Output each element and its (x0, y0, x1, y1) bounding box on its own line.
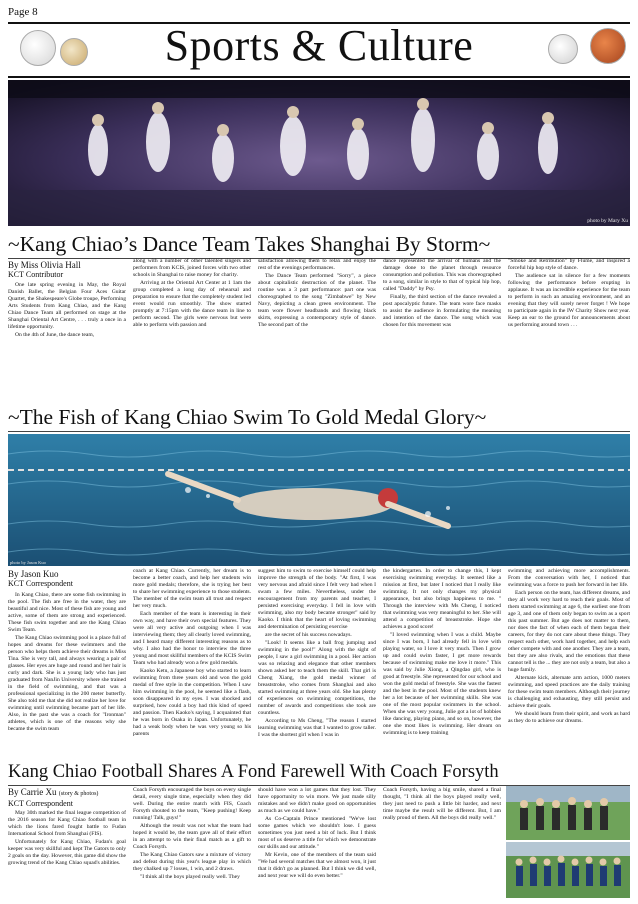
swim-paragraph: We should learn from their spirit, and work as hard as they do to achieve our dreams. (508, 711, 630, 724)
dance-photo-credit: photo by Mary Xu (587, 218, 628, 224)
football-paragraph: The Kang Chiao Gators saw a mixture of victory and defeat during this year's league play in which they chalked up 7 losses, 1 win, and 2 draws. (133, 852, 251, 872)
dance-team-photo (8, 80, 630, 226)
swim-column-1 (8, 592, 126, 756)
swim-headline: ~The Fish of Kang Chiao Swim To Gold Medal Glory~ (8, 405, 487, 429)
swim-column-5 (508, 568, 630, 756)
dance-paragraph: "Smoke and Retribution" by Flume, and inspired a forceful hip hop style of dance. (508, 258, 630, 271)
swim-paragraph: Alternate kick, alternate arm action, 1000 meters swimming, and speed practices are the daily training for these swim team members. Although their journey is challenging and exhausting, they still persist and achieve their goals. (508, 675, 630, 709)
football-column-2 (133, 787, 251, 898)
swim-team-photo (8, 434, 630, 566)
football-byline-role: KCT Correspondent (8, 799, 73, 808)
football-paragraph: Coach Forsyth, having a big smile, shared a final thought, "I think all the boys played really well, they just need to push a little bit harder, and next time maybe the result will be different. But, I am really proud of them. All the boys did really well." (383, 787, 501, 821)
football-team-photo-1 (506, 786, 630, 840)
swim-paragraph: "Look! It seems like a ball frog jumping and swimming in the pool!" Along with the sight of people, I saw a girl swimming in a pool. Her action was so relaxing and elegance that other members shown asked her to teach them the skill. That girl is Cheng Xiang, the gold medal winner of breaststroke, who comes from Shanghai and also started swimming at three years old. She has plenty of experiences on swimming competitions, the number of awards and competitions she took are countless. (258, 640, 376, 716)
dance-column-4 (383, 258, 501, 398)
header-rule-bottom (8, 76, 630, 78)
swim-column-4 (383, 568, 501, 756)
football-headline: Kang Chiao Football Shares A Fond Farewell With Coach Forsyth (8, 762, 499, 782)
dance-paragraph: dance represented the arrival of humans and the damage done to the planet through resource consumption and pollution. This was choreographed to a song, similar in style to that of typical hip hop, called "Daddy" by Psy. (383, 258, 501, 292)
dance-paragraph: The audience sat in silence for a few moments following the performance before erupting in applause. It was an incredible experience for the team to perform in such an amazing environment, and an evening that they will surely never forget ! We hope to participate again in the IW Charity Show next year. Keep an ear to the ground for announcements about us performing around town . . . (508, 273, 630, 328)
dance-paragraph: The Dance Team performed "Sorry", a piece about capitalistic destruction of the planet. The routine was a 3 part performance: part one was choreographed to the song "Zimbabwe" by New Navy, depicting a clean green environment. The team wore flower headbands and flowing black skirts, expressing a contemporary style of dance. The second part of the (258, 273, 376, 328)
swim-paragraph: Kaoko Ketu, a Japanese boy who started to learn swimming from three years old and won the gold medal of free style in the competition. When I saw him swimming in the pool, he seemed like a flash, soon disappeared in my eyes. I was shocked and surprised, how could a boy had this kind of speed and passion. Then Kaoko's saying, I acquainted that he was born in Osaka in Japan. Unfortunately, he had a weak body when he was very young so his parents (133, 668, 251, 737)
swim-byline (8, 569, 126, 589)
dance-paragraph: Finally, the third section of the dance revealed a post apocalyptic future. The team wore face masks to assist the audience in formulating the meaning and intention of the dance. The song which was chosen for this movement was (383, 294, 501, 328)
football-column-3 (258, 787, 376, 898)
football-byline (8, 787, 126, 809)
football-paragraph: Mr Kevin, one of the members of the team said "We had several matches that we almost won, it just that it didn't go as planned. But I think we did well, and next year we will do even better." (258, 852, 376, 879)
swim-paragraph: the kindergarten. In order to change this, I kept exercising swimming everyday. It seemed like a mission at first, but later I noticed that I really like swimming. It not only changes my physical appearance, but also brings happiness to me. " Through the interview with Ms Cheng, I noticed that swimming was very meaningful to her. She will attend a competition of breaststroke. Hope she achieves a good score! (383, 568, 501, 630)
dance-paragraph: On the 4th of June, the dance team, (15, 332, 95, 338)
swim-paragraph: The Kang Chiao swimming pool is a place full of hopes and dreams for these swimmers and the person who helps them achieve their dreams is Miss Tina. She is very tall, and always wearing a pair of glasses. Her eyes are huge and round and her hair is curly and dark. She is a young lady who has just graduated from NanJin University where she trained in the field of swimming, and that was a professional specializing in the 200 meter butterfly. She also told me that she did not realize her love for swimming until swimming became part of her life. Also, in the past she was a coach for "Ironman" athletes, which is one of the reasons why she became the swim team (8, 635, 126, 732)
swim-paragraph: According to Ms Cheng, "The reason I started learning swimming was that I wanted to grow taller. I was the shortest girl when I was in (258, 718, 376, 738)
dance-byline-role: KCT Contributor (8, 270, 64, 279)
football-icon (20, 30, 56, 66)
football-paragraph: should have won a lot games that they lost. They have opportunity to win more. We just made silly mistakes and we didn't make good on opportunities as much as we could have." (258, 787, 376, 814)
volleyball-icon (60, 38, 88, 66)
swim-paragraph: Each person on the team, has different dreams, and they all work very hard to reach their goals. Most of them started swimming at age 6, the earliest one from age 3, and one of them only began to swim as a sport this past summer. But age does not matter to them, nor does the fact of when each of them began their careers, for they do not care about these things. They respect each other, work hard together, and help each other compete with and one another. They are a team, but they are also rivals, and the emotions that these cannot tell is the ... they are not only a team, but also a huge family. (508, 590, 630, 673)
dance-column-3 (258, 258, 376, 398)
swim-column-3 (258, 568, 376, 756)
swim-paragraph: In Kang Chiao, there are some fish swimming in the pool. The fish are free in the water, they are beautiful and nice. Most of these fish are young and active, some of them are strong and experienced. These fish swim together and are the Kang Chiao Swim Team. (8, 592, 126, 633)
dance-byline-name: By Miss Olivia Hall (8, 260, 81, 270)
section-title: Sports & Culture (164, 21, 474, 70)
swim-paragraph: swimming and achieving more accomplishments. From the conversation with her, I noticed that swimming was a force to push her forward in her life. (508, 568, 630, 588)
swim-headline-rule (8, 431, 630, 432)
football-byline-line (8, 787, 126, 799)
football-paragraph: "I think all the boys played really well. They (140, 874, 240, 880)
swim-column-2 (133, 568, 251, 756)
football-paragraph: Coach Forsyth encouraged the boys on every single detail, every single time, especially when they did well. During the entire match with FIS, Coach Forsyth shouted to the team, "Keep pushing! Keep running! Talk, guys!" (133, 787, 251, 821)
football-paragraph: As Co-Captain Prince mentioned "We've lost some games which we shouldn't lose. I guess sometimes you just need a bit of luck. But I think most of us deserve a title for which we demonstrate our skills and our attitude." (258, 816, 376, 850)
basketball-icon (590, 28, 626, 64)
football-paragraph: Unfortunately for Kang Chiao, Fudan's goal keeper was very skillful and kept The Gators to only 2 goals on the day. However, this game did show the growing trend of the Kang Chiao squad's abilities. (8, 839, 126, 866)
dance-paragraph: along with a number of other talented singers and performers from KCIS, joined forces with two other schools in Shanghai to raise money for charity. (133, 258, 251, 278)
swim-paragraph: suggest him to swim to exercise himself could help improve the strength of the body. "At first, I was very nervous and afraid since I felt very bad when I swam a few miles. Nevertheless, under the encouragement from my parents and teacher, I persisted exercising everyday. I fell in love with swimming, also my body became stronger" said by Kaoko. I think that the heart of loving swimming and determination of persisting exercise (258, 568, 376, 630)
swim-paragraph: Each member of the team is interesting in their own way, and have their own special features. They were all very active and outgoing when I was interviewing them; they all clearly loved swimming, and I heard many different interesting reasons as to why. I also had the honor to interview the three young and most skillful members of the KCIS Swim Team who had already won a few gold medals. (133, 611, 251, 666)
dance-byline (8, 260, 126, 280)
football-column-4 (383, 787, 501, 898)
dance-headline: ~Kang Chiao’s Dance Team Takes Shanghai By Storm~ (8, 232, 491, 256)
page-number: Page 8 (8, 6, 38, 18)
dance-column-1 (8, 282, 126, 398)
football-byline-name: By Carrie Xu (8, 787, 57, 797)
football-paragraph: Although the result was not what the team had hoped it would be, the team gave all of their effort in an attempt to win their final match as a gift to Coach Forsyth. (133, 823, 251, 850)
swim-paragraph: are the secret of his success nowadays. (265, 632, 352, 638)
swim-paragraph: coach at Kang Chiao. Currently, her dream is to become a better coach, and help her students win more gold medals; therefore, she is trying her best to share her swimming experience to those students. The member of the swim team all trust and respect her very much. (133, 568, 251, 609)
football-team-photo-2 (506, 842, 630, 898)
swim-byline-name: By Jason Kuo (8, 569, 59, 579)
dance-paragraph: Arriving at the Oriental Art Center at 1 1am the group completed a long day of rehearsal and preparation to ensure that the completely student led event would run smoothly. The show started promptly at 7:15pm with the dance team in line to perform second. The girls were nervous but were able to perform with passion and (133, 280, 251, 328)
dance-column-5 (508, 258, 630, 398)
swim-byline-role: KCT Correspondent (8, 579, 73, 588)
dance-paragraph: One late spring evening in May, the Royal Danish Ballet, the Belgian Four Aces Guitar Quartet, the Shakespeare's Globe troupe, Performing Arts Students from Kang Chiao, and the Kang Chiao Dance Team all performed on stage at the Shanghai Oriental Art Centre, . . . truly a once in a lifetime opportunity. (8, 282, 126, 330)
dance-paragraph: satisfaction allowing them to relax and enjoy the rest of the evenings performances. (258, 258, 376, 271)
football-byline-note: (story & photos) (58, 791, 99, 797)
football-column-1 (8, 810, 126, 898)
football-paragraph: May 30th marked the final league competition of the 2016 season for Kang Chiao football team in which the lions fared fought battle to Fudan International School from Shanghai (FIS). (8, 810, 126, 837)
swim-photo-credit: photo by Jason Kuo (10, 560, 46, 565)
soccer-ball-icon (548, 34, 578, 64)
dance-column-2 (133, 258, 251, 398)
swim-paragraph: "I loved swimming when I was a child. Maybe since I was born, I had already fell in love with playing water, so I love it very much. Then I grow up and could swim faster, I get more rewards because of swimming make me love it more." This was said by Julie Xiong, a Qingdao girl, who is good at freestyle. She represented for our school and won the gold medal of freestyle. She was the fastest and the best in the pool. Most of the students knew her a lot because of her swimming skills. She was one of the most popular swimmers in the school. When she was very young, Julie got a lot of hobbies like dancing, playing piano, and so on, however, the one she most likes is swimming. Her dream on swimming is to keep training (383, 632, 501, 736)
